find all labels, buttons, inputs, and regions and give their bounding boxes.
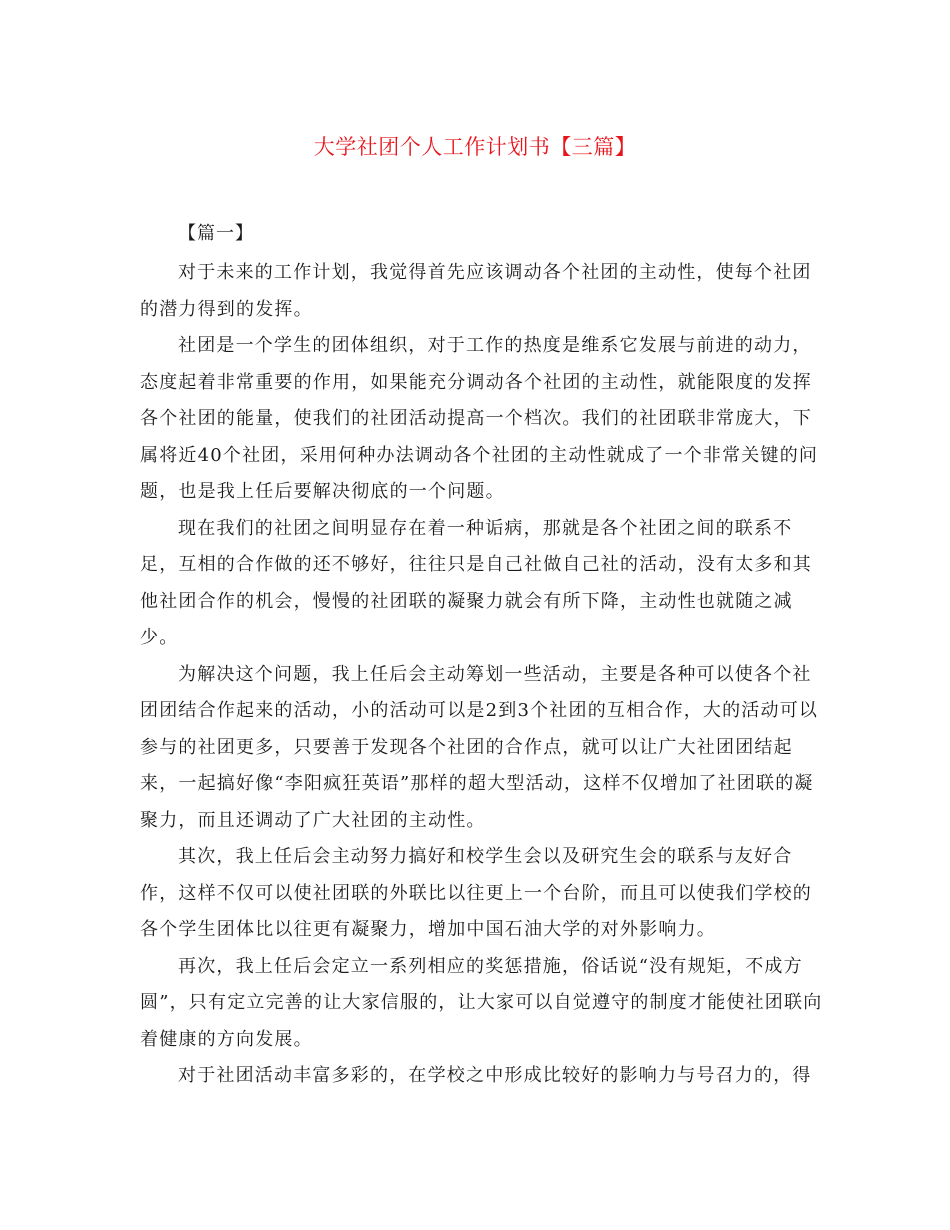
text-line: 的潜力得到的发挥。 <box>140 298 313 320</box>
text-line: 各个学生团体比以往更有凝聚力，增加中国石油大学的对外影响力。 <box>140 919 716 940</box>
text-line: 各个社团的能量，使我们的社团活动提高一个档次。我们的社团联非常庞大，下 <box>140 408 812 429</box>
text-line: 参与的社团更多，只要善于发现各个社团的合作点，就可以让广大社团团结起 <box>140 736 793 758</box>
text-line: 态度起着非常重要的作用，如果能充分调动各个社团的主动性，就能限度的发挥 <box>140 371 812 393</box>
text-line: 着健康的方向发展。 <box>140 1028 313 1050</box>
paragraph <box>140 839 810 949</box>
text-line: 对于未来的工作计划，我觉得首先应该调动各个社团的主动性，使每个社团 <box>178 262 812 283</box>
text-line: 现在我们的社团之间明显存在着一种诟病，那就是各个社团之间的联系不 <box>178 517 793 539</box>
text-line: 再次，我上任后会定立一系列相应的奖惩措施，俗话说“没有规矩，不成方 <box>178 955 803 977</box>
text-line: 作，这样不仅可以使社团联的外联比以往更上一个台阶，而且可以使我们学校的 <box>140 882 812 904</box>
text-line: 足，互相的合作做的还不够好，往往只是自己社做自己社的活动，没有太多和其 <box>140 554 812 575</box>
text-line: 社团是一个学生的团体组织，对于工作的热度是维系它发展与前进的动力， <box>178 335 812 356</box>
text-line: 为解决这个问题，我上任后会主动筹划一些活动，主要是各种可以使各个社 <box>178 663 812 685</box>
text-line: 团团结合作起来的活动，小的活动可以是2到3个社团的互相合作，大的活动可以 <box>140 700 819 721</box>
paragraph <box>140 328 819 511</box>
paragraph <box>140 1058 810 1095</box>
text-line: 其次，我上任后会主动努力搞好和校学生会以及研究生会的联系与友好合 <box>178 846 793 867</box>
text-line: 来，一起搞好像“李阳疯狂英语”那样的超大型活动，这样不仅增加了社团联的凝 <box>140 773 814 794</box>
document-title: 大学社团个人工作计划书【三篇】 <box>313 135 637 159</box>
paragraph <box>140 511 810 657</box>
paragraph <box>140 255 810 328</box>
text-line: 对于社团活动丰富多彩的，在学校之中形成比较好的影响力与号召力的，得 <box>178 1065 812 1086</box>
text-line: 聚力，而且还调动了广大社团的主动性。 <box>140 809 486 831</box>
text-line: 圆”，只有定立完善的让大家信服的，让大家可以自觉遵守的制度才能使社团联向 <box>140 992 823 1013</box>
paragraph <box>140 657 819 840</box>
section-heading: 【篇一】 <box>178 223 254 244</box>
document-body <box>140 255 823 1095</box>
text-line: 题，也是我上任后要解决彻底的一个问题。 <box>140 481 505 502</box>
text-line: 属将近40个社团，采用何种办法调动各个社团的主动性就成了一个非常关键的问 <box>140 444 819 466</box>
text-line: 他社团合作的机会，慢慢的社团联的凝聚力就会有所下降，主动性也就随之减 <box>140 590 793 612</box>
paragraph <box>140 949 823 1059</box>
text-line: 少。 <box>140 627 179 648</box>
